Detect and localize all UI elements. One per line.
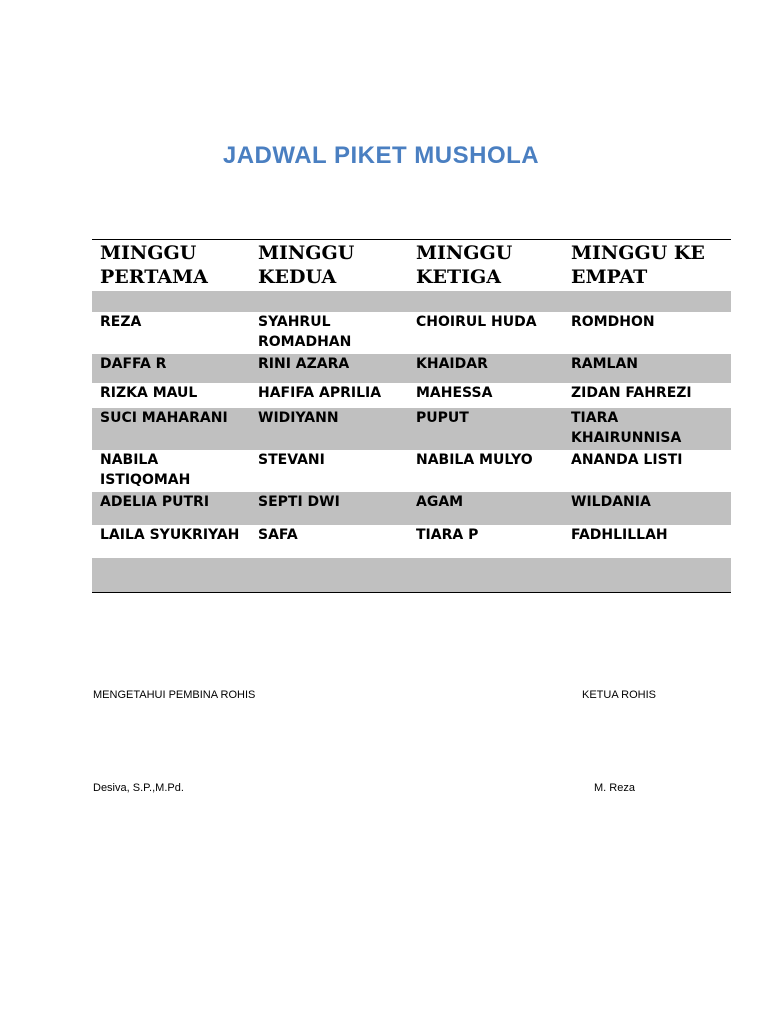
table-cell: KHAIDAR (408, 354, 563, 383)
table-row (92, 312, 731, 354)
table-cell: FADHLILLAH (571, 526, 668, 543)
table-cell (563, 291, 731, 312)
table-cell: TIARA P (416, 526, 479, 543)
column-header: MINGGU KE EMPAT (571, 242, 705, 288)
table-cell: ZIDAN FAHREZI (571, 384, 692, 401)
table-cell: NABILA MULYO (416, 451, 533, 468)
column-header: MINGGU KEDUA (258, 242, 355, 288)
table-cell (250, 558, 408, 593)
table-cell: ADELIA PUTRI (92, 492, 250, 525)
table-cell: RIZKA MAUL (100, 384, 198, 401)
table-cell: TIARA KHAIRUNNISA (563, 408, 731, 450)
table-cell: NABILA ISTIQOMAH (100, 451, 191, 488)
column-header: MINGGU PERTAMA (100, 242, 208, 288)
table-cell: STEVANI (258, 451, 325, 468)
table-cell: WIDIYANN (250, 408, 408, 450)
table-header-row (92, 240, 731, 291)
table-cell: RAMLAN (563, 354, 731, 383)
table-row (92, 354, 731, 383)
table-cell: SAFA (258, 526, 298, 543)
table-cell: SUCI MAHARANI (92, 408, 250, 450)
schedule-table (92, 239, 731, 593)
table-cell: WILDANIA (563, 492, 731, 525)
table-row (92, 492, 731, 525)
signature-right-name: M. Reza (594, 782, 635, 794)
table-cell (92, 558, 250, 593)
table-cell: ROMDHON (571, 313, 655, 330)
table-cell (408, 291, 563, 312)
signature-right-label: KETUA ROHIS (582, 689, 656, 701)
table-cell (563, 558, 731, 593)
table-cell (408, 558, 563, 593)
table-cell: SEPTI DWI (250, 492, 408, 525)
table-row (92, 450, 731, 492)
table-row (92, 291, 731, 312)
table-cell: REZA (100, 313, 142, 330)
table-row (92, 383, 731, 408)
table-row (92, 558, 731, 593)
signature-left-name: Desiva, S.P.,M.Pd. (93, 782, 184, 794)
table-cell: LAILA SYUKRIYAH (100, 526, 240, 543)
table-cell: MAHESSA (416, 384, 493, 401)
table-cell (250, 291, 408, 312)
table-cell: HAFIFA APRILIA (258, 384, 382, 401)
table-row (92, 408, 731, 450)
table-cell: ANANDA LISTI (571, 451, 683, 468)
table-cell: CHOIRUL HUDA (416, 313, 537, 330)
table-cell: RINI AZARA (250, 354, 408, 383)
page-title: JADWAL PIKET MUSHOLA (222, 142, 540, 169)
column-header: MINGGU KETIGA (416, 242, 513, 288)
table-cell: PUPUT (408, 408, 563, 450)
signature-left-label: MENGETAHUI PEMBINA ROHIS (93, 689, 256, 701)
table-cell: DAFFA R (92, 354, 250, 383)
table-cell: SYAHRUL ROMADHAN (258, 313, 352, 350)
table-cell (92, 291, 250, 312)
table-cell: AGAM (408, 492, 563, 525)
table-row (92, 525, 731, 558)
